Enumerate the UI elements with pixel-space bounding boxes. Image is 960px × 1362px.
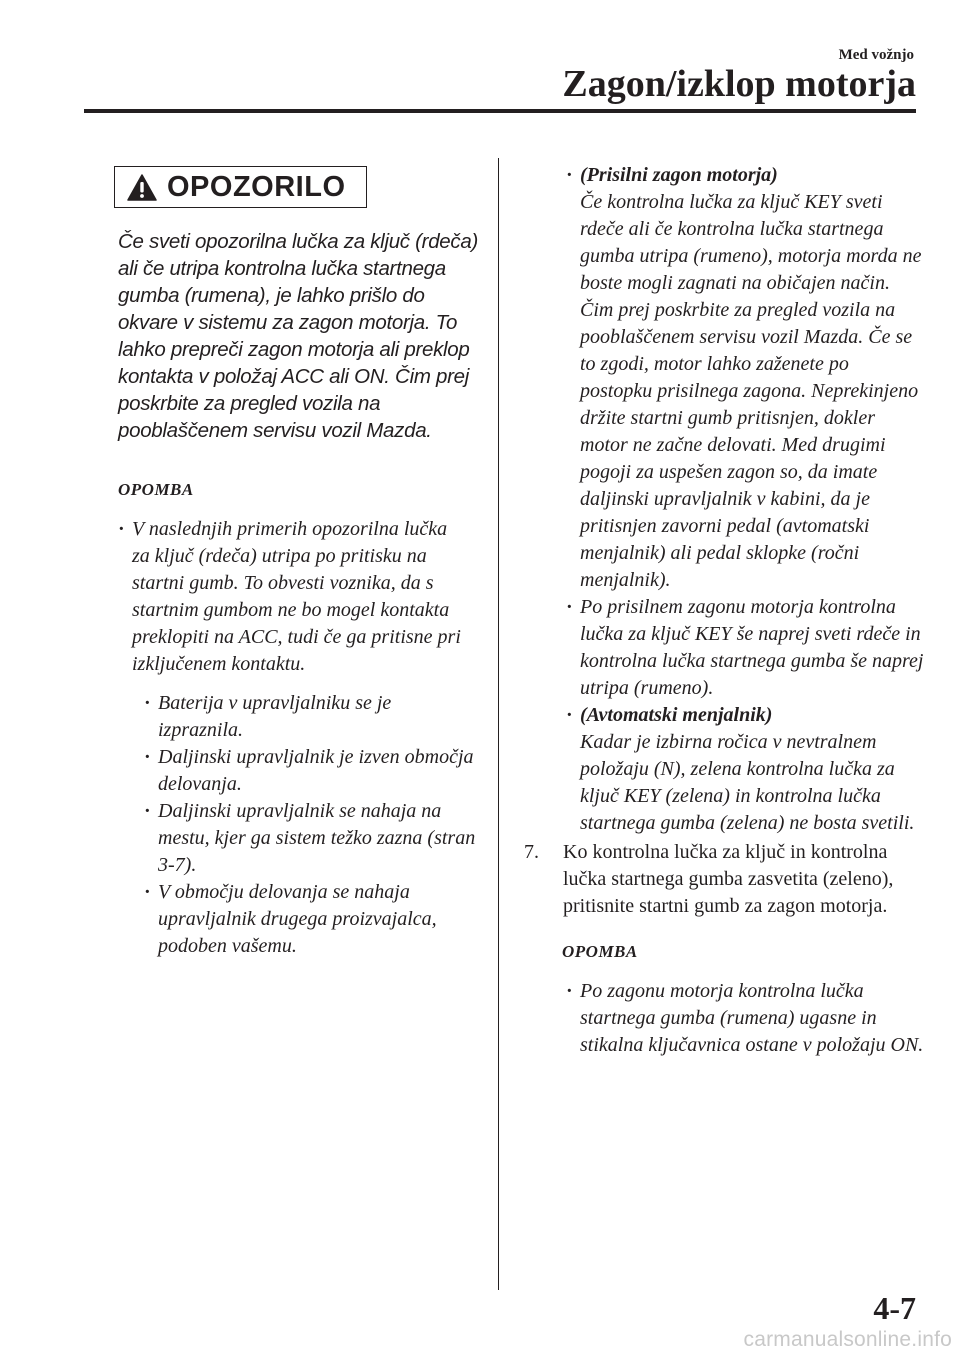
warning-title: OPOZORILO (167, 170, 346, 203)
warning-box (114, 166, 367, 208)
warning-text: Če sveti opozorilna lučka za ključ (rdeča) ali če utripa kontrolna lučka startnega gumba (rumena), je lahko prišlo do okvare v sistemu za zagon motorja. To lahko prepreči zagon motorja ali preklop kontakta v položaj ACC ali ON. Čim prej poskrbite za pregled vozila na pooblaščenem servisu vozil Mazda. (118, 230, 478, 442)
list-item (580, 702, 925, 837)
step-7 (524, 839, 903, 920)
left-column (104, 166, 476, 960)
note-label: OPOMBA (562, 942, 638, 961)
list-item (580, 594, 925, 702)
note-sublist (158, 690, 476, 960)
right-column (524, 162, 924, 1059)
note-item (132, 516, 467, 678)
item-body: Po prisilnem zagonu motorja kontrolna lučka za ključ KEY še naprej sveti rdeče in kontrolna lučka startnega gumba še naprej utripa (rumeno). (580, 596, 924, 699)
item-heading: (Avtomatski menjalnik) (580, 704, 773, 726)
item-body: Če kontrolna lučka za ključ KEY sveti rdeče ali če kontrolna lučka startnega gumba utripa (rumeno), motorja morda ne boste mogli zagnati na običajen način. Čim prej poskrbite za pregled vozila na pooblaščenem servisu vozil Mazda. Če se to zgodi, motor lahko zaženete po postopku prisilnega zagona. Neprekinjeno držite startni gumb pritisnjen, dokler motor ne začne delovati. Med drugimi pogoji za uspešen zagon so, da imate daljinski upravljalnik v kabini, da je pritisnjen zavorni pedal (avtomatski menjalnik) ali pedal sklopke (ročni menjalnik). (580, 191, 922, 591)
note-label: OPOMBA (118, 480, 194, 499)
note-continuation-list (580, 162, 924, 837)
list-item: · Daljinski upravljalnik se nahaja na mestu, kjer ga sistem težko zazna (stran 3-7). (158, 798, 478, 879)
list-item: · Daljinski upravljalnik je izven območja delovanja. (158, 744, 478, 798)
page-title: Zagon/izklop motorja (562, 63, 916, 105)
list-item: · V območju delovanja se nahaja upravljalnik drugega proizvajalca, podoben vašemu. (158, 879, 478, 960)
list-item: · Baterija v upravljalniku se je izpraznila. (158, 690, 478, 744)
step-number: 7. (524, 841, 539, 863)
list-item (580, 162, 925, 594)
item-heading: (Prisilni zagon motorja) (580, 164, 778, 186)
column-divider (498, 158, 499, 1290)
note-item: · Po zagonu motorja kontrolna lučka startnega gumba (rumena) ugasne in stikalna ključavnica ostane v položaju ON. (580, 978, 925, 1059)
step-text: Ko kontrolna lučka za ključ in kontrolna lučka startnega gumba zasvetita (zeleno), pritisnite startni gumb za zagon motorja. (563, 841, 894, 917)
note-item-text: V naslednjih primerih opozorilna lučka za ključ (rdeča) utripa po pritisku na startni gumb. To obvesti voznika, da s startnim gumbom ne bo mogel kontakta preklopiti na ACC, tudi če ga pritisne pri izključenem kontaktu. (132, 518, 461, 675)
item-body: Kadar je izbirna ročica v nevtralnem položaju (N), zelena kontrolna lučka za ključ KEY (zelena) in kontrolna lučka startnega gumba (zelena) ne bosta svetili. (580, 731, 915, 834)
header-rule (84, 109, 916, 113)
note-list (132, 516, 476, 678)
section-label: Med vožnjo (838, 47, 914, 63)
page-number: 4-7 (873, 1290, 916, 1326)
note-list (580, 978, 924, 1059)
watermark: carmanualsonline.info (743, 1328, 952, 1351)
warning-triangle-icon (127, 174, 157, 201)
